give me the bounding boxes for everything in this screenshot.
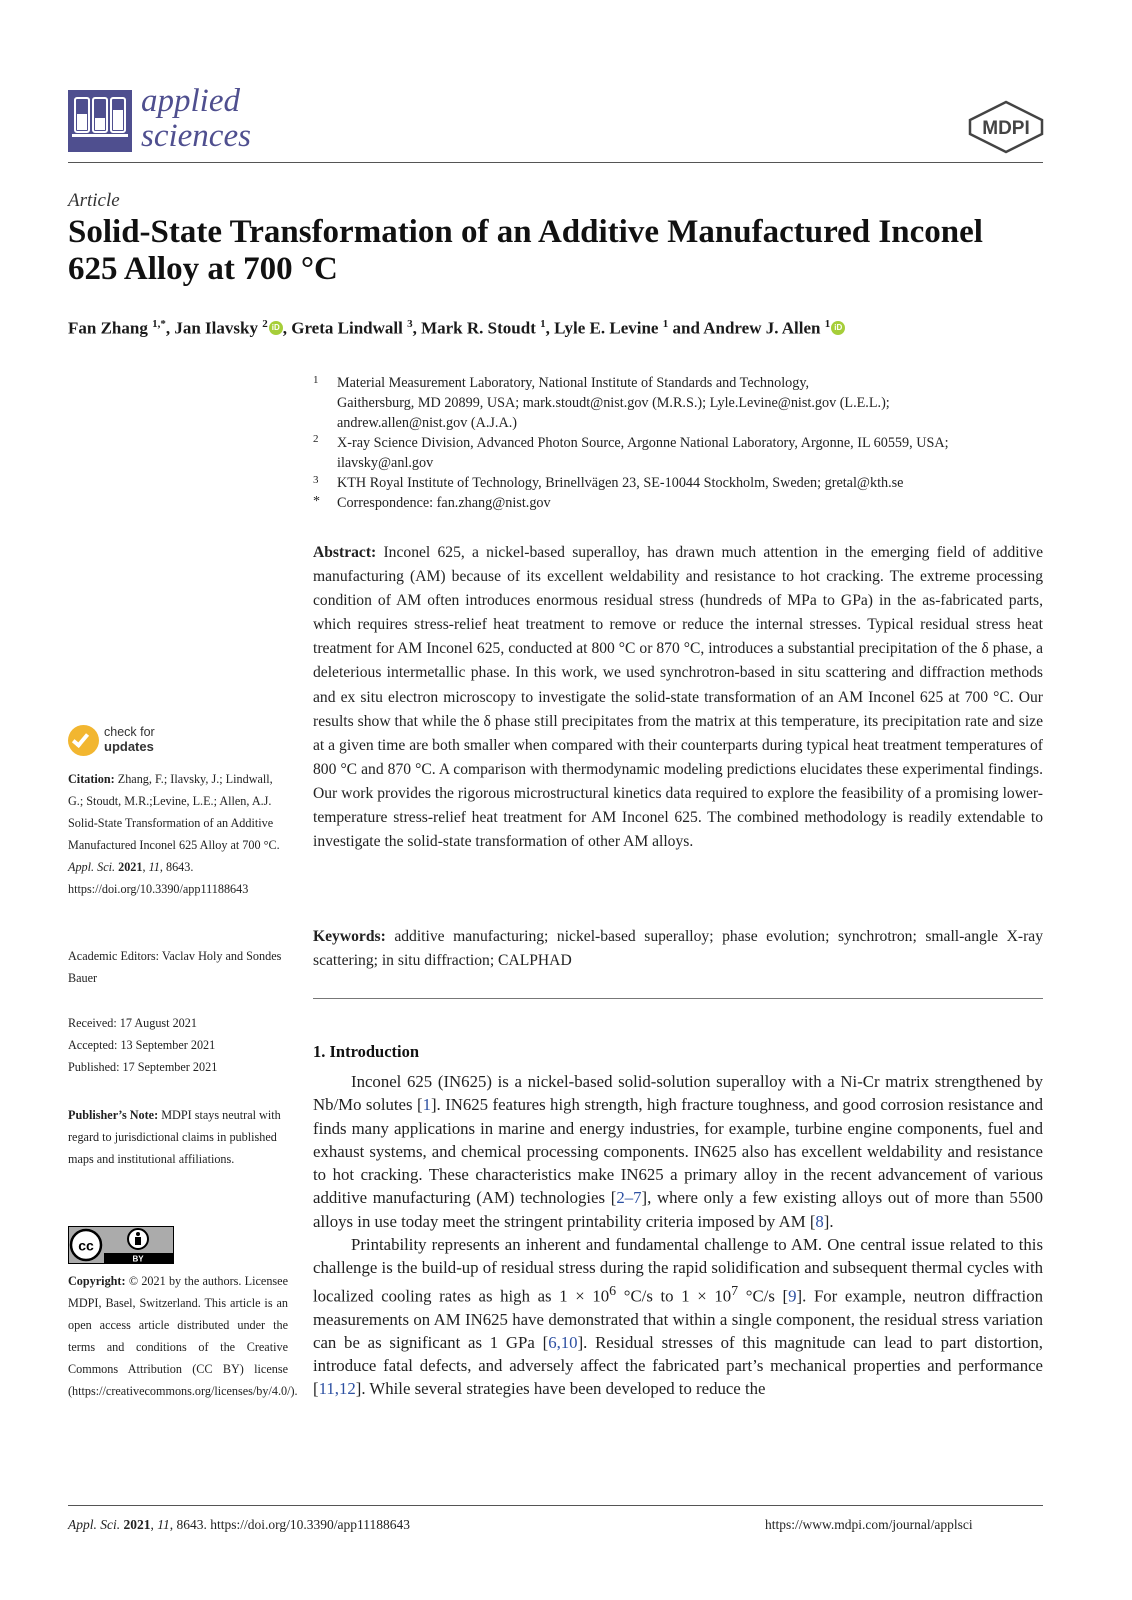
cc-by-license-icon[interactable] <box>68 1226 174 1264</box>
affiliation-text: KTH Royal Institute of Technology, Brinellvägen 23, SE-10044 Stockholm, Sweden; gretal@kth.se <box>337 475 904 491</box>
affiliation-number: * <box>313 494 320 509</box>
footer-citation: Appl. Sci. 2021, 11, 8643. https://doi.org/10.3390/app11188643 <box>68 1517 411 1532</box>
accepted-date: Accepted: 13 September 2021 <box>68 1038 216 1052</box>
abstract-label: Abstract: <box>313 544 377 561</box>
author-list: Fan Zhang $^{1,*}$, Jan Ilavsky $^2$ iD , Greta Lindwall $^3$, Mark R. Stoudt $^1$, Lyle E. Levine $^1$ and Andrew J. Allen $^1$ iD <box>68 318 845 339</box>
mdpi-logo-icon <box>966 100 1046 154</box>
author-affiliation-sup: 1,* <box>152 318 166 330</box>
citation-link[interactable]: 8 <box>815 1211 824 1231</box>
keywords-label: Keywords: <box>313 928 386 945</box>
paragraph: Printability represents an inherent and fundamental challenge to AM. One central issue related to this challenge is the build-up of residual stress during the rapid solidification and subsequent thermal cycles with localized cooling rates as high as $1 \times 10^6$ °C/s to $1 \times 10^7$ °C/s [9]. For example, neutron diffraction measurements on AM IN625 have demonstrated that within a single component, the residual stress variation can be as significant as 1 GPa [6,10]. Residual stresses of this magnitude can lead to part distortion, introduce fatal defects, and adversely affect the fabricated part’s mechanical properties and performance [11,12]. While several strategies have been developed to reduce the <box>313 1235 1043 1399</box>
citation-link[interactable]: 1 <box>422 1095 431 1115</box>
dates <box>68 1012 288 1078</box>
paragraph: Inconel 625 (IN625) is a nickel-based solid-solution superalloy with a Ni-Cr matrix strengthened by Nb/Mo solutes [1]. IN625 features high strength, high fracture toughness, and good corrosion resistance and finds many applications in marine and energy industries, for example, turbine engine components, fuel and exhaust systems, and chemical processing components. IN625 also has excellent weldability and resistance to hot cracking. These characteristics make IN625 a primary alloy in the recent advancement of various additive manufacturing (AM) technologies [2–7], where only a few existing alloys out of more than 5500 alloys in use today meet the stringent printability criteria imposed by AM [8]. <box>313 1072 1043 1231</box>
citation-link[interactable]: 2–7 <box>616 1188 642 1208</box>
affiliation-number: 3 <box>313 474 319 486</box>
citation-link[interactable]: 9 <box>788 1286 797 1306</box>
footer-divider <box>68 1505 1043 1506</box>
author-name: Lyle E. Levine <box>554 318 659 338</box>
author-name: Jan Ilavsky <box>174 318 258 338</box>
check-updates-text: updates <box>104 739 154 754</box>
citation-link[interactable]: 6,10 <box>548 1332 578 1352</box>
author-name: Greta Lindwall <box>291 318 403 338</box>
keywords-text: additive manufacturing; nickel-based superalloy; phase evolution; synchrotron; small-angle X-ray scattering; in situ diffraction; CALPHAD <box>313 928 1043 969</box>
orcid-icon[interactable]: iD <box>269 321 283 335</box>
journal-name-line1: applied <box>141 83 240 119</box>
citation-link[interactable]: 11,12 <box>318 1379 356 1399</box>
abstract-text: Inconel 625, a nickel-based superalloy, has drawn much attention in the emerging field of additive manufacturing (AM) because of its excellent weldability and resistance to hot cracking. The extreme processing condition of AM often introduces enormous residual stress (hundreds of MPa to GPa) in the as-fabricated parts, which requires stress-relief heat treatment to remove or reduce the internal stresses. Typical residual stress heat treatment for AM Inconel 625, conducted at 800 °C or 870 °C, introduces a substantial precipitation of the δ phase, a deleterious intermetallic phase. In this work, we used synchrotron-based in situ scattering and diffraction methods and ex situ electron microscopy to investigate the solid-state transformation of an AM Inconel 625 at 700 °C. Our results show that while the δ phase still precipitates from the matrix at this temperature, its precipitation rate and size at a given time are both smaller when compared with their counterparts during typical heat treatment temperatures of 800 °C and 870 °C. A comparison with thermodynamic modeling predictions elucidates these experimental findings. Our work provides the rigorous microstructural kinetics data required to explore the feasibility of a promising lower-temperature stress-relief heat treatment for AM Inconel 625. The combined methodology is readily extendable to investigate the solid-state transformation of other AM alloys. <box>313 544 1043 851</box>
journal-name <box>141 84 251 154</box>
abstract-divider <box>313 998 1043 999</box>
received-date: Received: 17 August 2021 <box>68 1016 197 1030</box>
published-date: Published: 17 September 2021 <box>68 1060 218 1074</box>
section-heading: 1. Introduction <box>313 1042 420 1061</box>
author-affiliation-sup: 1 <box>662 318 669 330</box>
author-affiliation-sup: 1 <box>824 318 831 330</box>
author-name: Andrew J. Allen <box>703 318 821 338</box>
applied-sciences-logo-icon <box>68 90 132 152</box>
orcid-icon[interactable]: iD <box>831 321 845 335</box>
author-affiliation-sup: 2 <box>262 318 268 330</box>
journal-name-line2: sciences <box>141 118 251 154</box>
correspondence: Correspondence: fan.zhang@nist.gov <box>337 495 551 511</box>
introduction-body <box>313 1070 1043 1401</box>
copyright: Copyright: © 2021 by the authors. Licensee MDPI, Basel, Switzerland. This article is an open access article distributed under the terms and conditions of the Creative Commons Attribution (CC BY) license (https://creativecommons.org/licenses/by/4.0/). <box>68 1274 298 1398</box>
check-updates-text: check for <box>104 725 155 739</box>
abstract <box>313 541 1043 854</box>
svg-text:cc: cc <box>78 1237 94 1254</box>
affiliation-number: 1 <box>313 374 319 386</box>
header-divider <box>68 162 1043 163</box>
citation: Citation: Zhang, F.; Ilavsky, J.; Lindwall, G.; Stoudt, M.R.;Levine, L.E.; Allen, A.J. Solid-State Transformation of an Additive Manufactured Inconel 625 Alloy at 700 °C. Appl. Sci. 2021, 11, 8643. https://doi.org/10.3390/app11188643 <box>68 772 280 896</box>
keywords <box>313 925 1043 973</box>
footer-journal-url[interactable]: https://www.mdpi.com/journal/applsci <box>765 1517 973 1532</box>
author-affiliation-sup: 1 <box>540 318 546 330</box>
author-name: Fan Zhang <box>68 318 148 338</box>
affiliation-text: Material Measurement Laboratory, National Institute of Standards and Technology, Gaithersburg, MD 20899, USA; mark.stoudt@nist.gov (M.R.S.); Lyle.Levine@nist.gov (L.E.L.); andrew.allen@nist.gov (A.J.A.) <box>337 375 890 431</box>
publisher-note: Publisher’s Note: MDPI stays neutral with regard to jurisdictional claims in published maps and institutional affiliations. <box>68 1108 281 1166</box>
check-for-updates-button[interactable] <box>68 725 188 759</box>
check-badge-icon <box>68 725 99 756</box>
affiliation-number: 2 <box>313 433 319 445</box>
publisher-name: MDPI <box>982 118 1030 139</box>
affiliation-text: X-ray Science Division, Advanced Photon Source, Argonne National Laboratory, Argonne, IL 60559, USA; ilavsky@anl.gov <box>337 435 949 471</box>
article-title: Solid-State Transformation of an Additive Manufactured Inconel 625 Alloy at 700 °C <box>68 214 983 287</box>
article-type: Article <box>68 190 120 211</box>
academic-editors: Academic Editors: Vaclav Holy and Sondes Bauer <box>68 949 282 985</box>
author-name: Mark R. Stoudt <box>421 318 536 338</box>
cc-by-label: BY <box>132 1254 144 1264</box>
author-affiliation-sup: 3 <box>407 318 413 330</box>
